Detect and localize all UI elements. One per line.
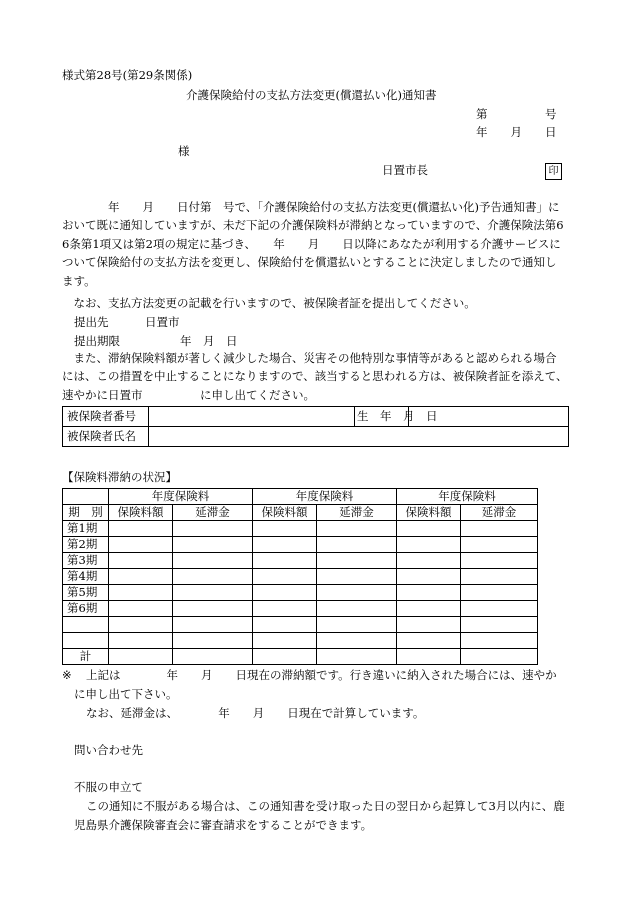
addressee-honorific: 様 — [178, 144, 190, 158]
table-row — [63, 489, 538, 505]
year-header: 年度保険料 — [253, 489, 397, 505]
table-row — [63, 649, 538, 665]
arrears-table — [62, 488, 538, 665]
amount-cell[interactable] — [173, 537, 253, 553]
insured-number-field[interactable] — [149, 407, 355, 427]
amount-cell[interactable] — [317, 585, 397, 601]
total-label: 計 — [63, 649, 109, 665]
amount-cell[interactable] — [173, 521, 253, 537]
amount-cell[interactable] — [173, 569, 253, 585]
note-mark: ※ — [62, 668, 72, 682]
amount-cell[interactable] — [253, 569, 317, 585]
amount-cell[interactable] — [461, 633, 538, 649]
table-row — [63, 633, 538, 649]
arrears-heading: 【保険料滞納の状況】 — [62, 470, 177, 484]
late-fee-header: 延滞金 — [317, 505, 397, 521]
paragraph-line: なお、支払方法変更の記載を行いますので、被保険者証を提出してください。 — [62, 296, 476, 310]
note-line-3: なお、延滞金は、 年 月 日現在で計算しています。 — [86, 706, 425, 720]
amount-cell[interactable] — [109, 633, 173, 649]
amount-cell[interactable] — [253, 617, 317, 633]
amount-cell[interactable] — [397, 649, 461, 665]
deadline-value: 年 月 日 — [180, 334, 238, 348]
deadline-label: 提出期限 — [74, 334, 120, 348]
table-row — [63, 553, 538, 569]
premium-header: 保険料額 — [253, 505, 317, 521]
seal-stamp: 印 — [545, 163, 562, 180]
form-number: 様式第28号(第29条関係) — [62, 68, 193, 82]
period-label — [63, 617, 109, 633]
insured-person-table — [62, 406, 569, 447]
paragraph-line: また、滞納保険料額が著しく減少した場合、災害その他特別な事情等があると認められる場合 — [62, 351, 557, 365]
amount-cell[interactable] — [109, 601, 173, 617]
insured-number-label: 被保険者番号 — [63, 407, 149, 427]
late-fee-header: 延滞金 — [461, 505, 538, 521]
submit-to-value: 日置市 — [145, 315, 180, 329]
period-label — [63, 633, 109, 649]
table-row — [63, 569, 538, 585]
amount-cell[interactable] — [317, 601, 397, 617]
paragraph-line: には、この措置を中止することになりますので、該当すると思われる方は、被保険者証を添えて、 — [62, 369, 568, 384]
amount-cell[interactable] — [253, 585, 317, 601]
amount-cell[interactable] — [461, 585, 538, 601]
amount-cell[interactable] — [173, 617, 253, 633]
table-row — [63, 617, 538, 633]
amount-cell[interactable] — [109, 585, 173, 601]
amount-cell[interactable] — [317, 537, 397, 553]
birthdate-label: 生 年 月 日 — [355, 407, 409, 427]
notice-paragraph-1 — [62, 198, 568, 290]
sender-name: 日置市長 — [382, 163, 428, 177]
amount-cell[interactable] — [397, 601, 461, 617]
appeal-heading: 不服の申立て — [74, 780, 143, 794]
amount-cell[interactable] — [253, 553, 317, 569]
note-line-2: に申し出て下さい。 — [74, 687, 178, 701]
amount-cell[interactable] — [173, 553, 253, 569]
amount-cell[interactable] — [317, 521, 397, 537]
year-header: 年度保険料 — [397, 489, 538, 505]
notice-paragraph-3 — [62, 349, 568, 404]
paragraph-line: おいて既に通知していますが、未だ下記の介護保険料が滞納となっていますので、介護保険法第6 — [62, 218, 564, 233]
paragraph-line: ます。 — [62, 273, 96, 288]
amount-cell[interactable] — [397, 633, 461, 649]
table-row — [63, 585, 538, 601]
paragraph-line: 6条第1項又は第2項の規定に基づき、 年 月 日以降にあなたが利用する介護サービスに — [62, 236, 561, 251]
amount-cell[interactable] — [397, 553, 461, 569]
amount-cell[interactable] — [397, 537, 461, 553]
period-label: 第5期 — [63, 585, 109, 601]
amount-cell[interactable] — [173, 601, 253, 617]
amount-cell[interactable] — [109, 617, 173, 633]
document-date-line: 年 月 日 — [476, 125, 557, 139]
period-label: 第2期 — [63, 537, 109, 553]
amount-cell[interactable] — [397, 521, 461, 537]
amount-cell[interactable] — [461, 569, 538, 585]
amount-cell[interactable] — [461, 617, 538, 633]
amount-cell[interactable] — [317, 569, 397, 585]
contact-label: 問い合わせ先 — [74, 743, 143, 757]
table-row — [63, 505, 538, 521]
premium-header: 保険料額 — [109, 505, 173, 521]
appeal-line-1: この通知に不服がある場合は、この通知書を受け取った日の翌日から起算して3月以内に、鹿 — [86, 799, 565, 813]
amount-cell[interactable] — [317, 553, 397, 569]
amount-cell[interactable] — [253, 649, 317, 665]
table-row — [63, 537, 538, 553]
note-line-1: 上記は 年 月 日現在の滞納額です。行き違いに納入された場合には、速やか — [86, 668, 557, 682]
amount-cell[interactable] — [317, 617, 397, 633]
amount-cell[interactable] — [461, 537, 538, 553]
table-cell — [63, 489, 109, 505]
document-number-line: 第 号 — [476, 107, 557, 121]
amount-cell[interactable] — [109, 521, 173, 537]
amount-cell[interactable] — [253, 521, 317, 537]
table-row — [63, 427, 569, 447]
amount-cell[interactable] — [317, 649, 397, 665]
amount-cell[interactable] — [173, 649, 253, 665]
insured-name-label: 被保険者氏名 — [63, 427, 149, 447]
table-row — [63, 601, 538, 617]
premium-header: 保険料額 — [397, 505, 461, 521]
amount-cell[interactable] — [109, 553, 173, 569]
amount-cell[interactable] — [173, 633, 253, 649]
period-label: 第1期 — [63, 521, 109, 537]
document-title: 介護保険給付の支払方法変更(償還払い化)通知書 — [186, 88, 437, 102]
submit-to-label: 提出先 — [74, 315, 109, 329]
appeal-line-2: 児島県介護保険審査会に審査請求をすることができます。 — [74, 818, 373, 832]
amount-cell[interactable] — [397, 569, 461, 585]
amount-cell[interactable] — [461, 521, 538, 537]
amount-cell[interactable] — [173, 585, 253, 601]
late-fee-header: 延滞金 — [173, 505, 253, 521]
paragraph-line: 年 月 日付第 号で、「介護保険給付の支払方法変更(償還払い化)予告通知書」に — [62, 200, 560, 214]
amount-cell[interactable] — [461, 553, 538, 569]
paragraph-line: 速やかに日置市 に申し出てください。 — [62, 387, 315, 402]
amount-cell[interactable] — [253, 601, 317, 617]
amount-cell[interactable] — [461, 601, 538, 617]
amount-cell[interactable] — [253, 537, 317, 553]
period-label: 第6期 — [63, 601, 109, 617]
period-label: 第3期 — [63, 553, 109, 569]
amount-cell[interactable] — [109, 649, 173, 665]
amount-cell[interactable] — [397, 617, 461, 633]
insured-name-field[interactable] — [149, 427, 569, 447]
period-label: 第4期 — [63, 569, 109, 585]
amount-cell[interactable] — [397, 585, 461, 601]
year-header: 年度保険料 — [109, 489, 253, 505]
amount-cell[interactable] — [461, 649, 538, 665]
amount-cell[interactable] — [109, 537, 173, 553]
table-row — [63, 521, 538, 537]
amount-cell[interactable] — [253, 633, 317, 649]
table-row — [63, 407, 569, 427]
amount-cell[interactable] — [317, 633, 397, 649]
period-header: 期 別 — [63, 505, 109, 521]
paragraph-line: ついて保険給付の支払方法を変更し、保険給付を償還払いとすることに決定しましたので通知し — [62, 255, 557, 270]
notice-paragraph-2 — [62, 294, 568, 312]
amount-cell[interactable] — [109, 569, 173, 585]
